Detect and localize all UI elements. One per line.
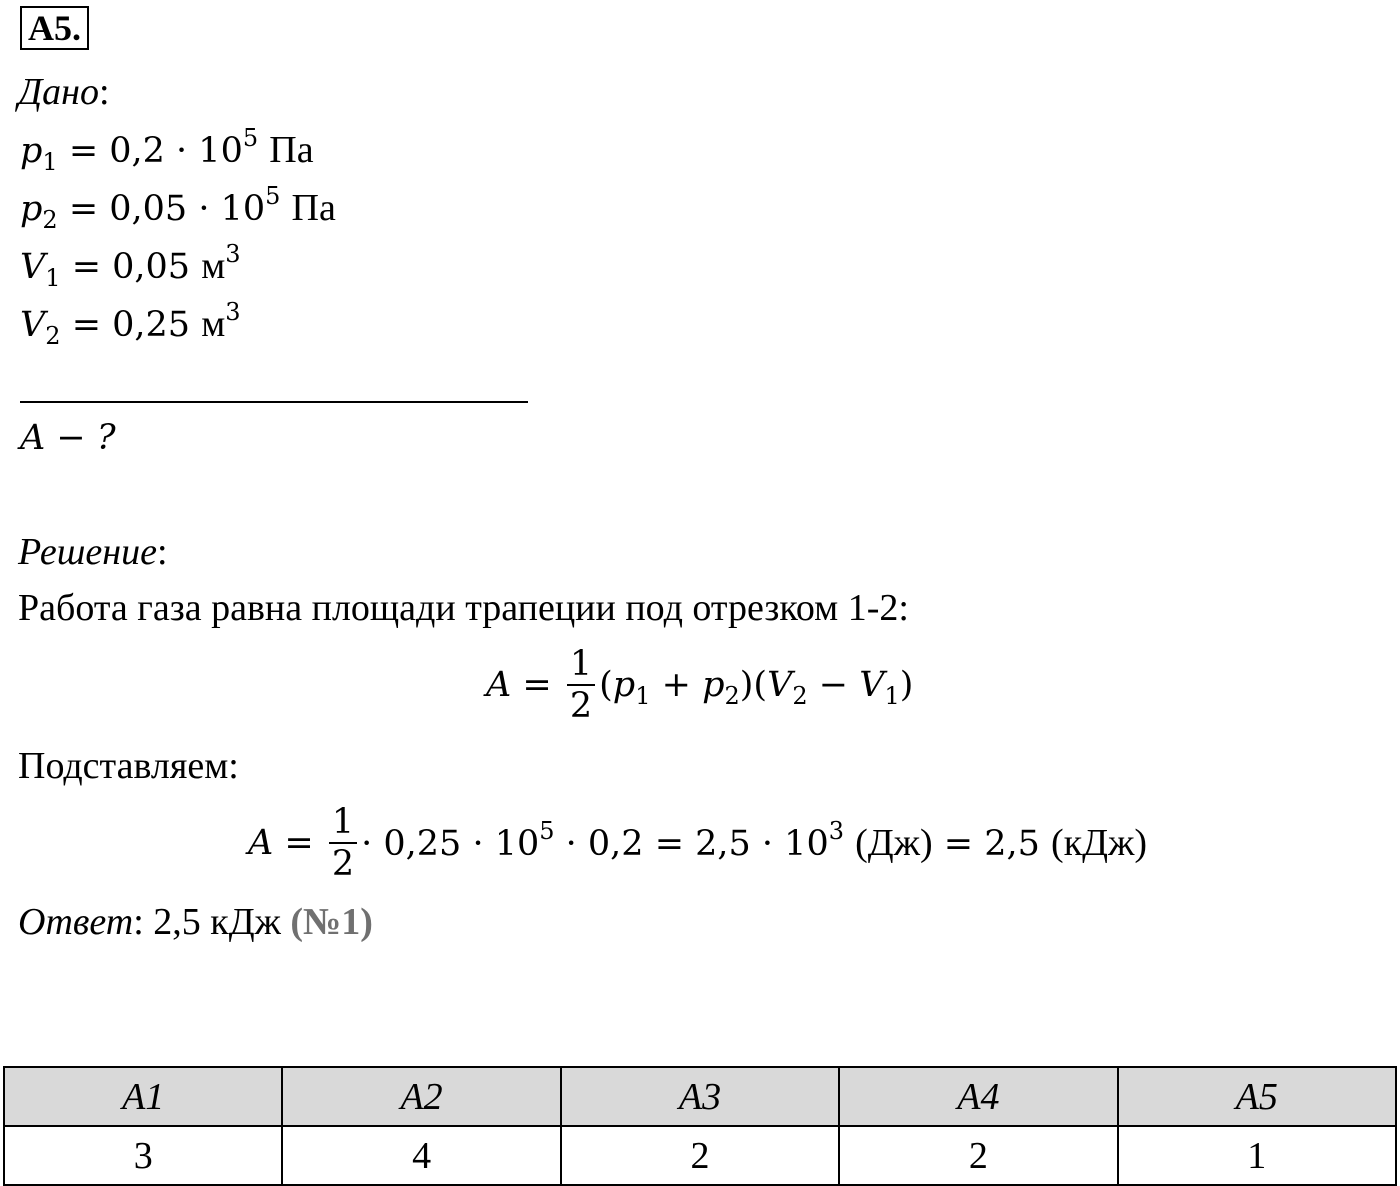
table-header: A1 bbox=[4, 1067, 282, 1126]
solution-text-2: Подставляем: bbox=[18, 745, 239, 787]
answers-value-row bbox=[4, 1126, 1396, 1185]
table-cell: 3 bbox=[4, 1126, 282, 1185]
given-line-p1: $p_1 = 0,2 \cdot 10^5$ Па bbox=[20, 124, 314, 176]
solution-text-1: Работа газа равна площади трапеции под отрезком 1-2: bbox=[18, 587, 909, 629]
given-line-p2: $p_2 = 0,05 \cdot 10^5$ Па bbox=[20, 182, 336, 234]
table-cell: 2 bbox=[839, 1126, 1117, 1185]
table-header: A5 bbox=[1118, 1067, 1396, 1126]
table-cell: 1 bbox=[1118, 1126, 1396, 1185]
answer-line: Ответ: 2,5 кДж (№1) bbox=[18, 901, 373, 943]
solution-heading: Решение: bbox=[18, 531, 168, 573]
given-divider bbox=[20, 401, 528, 403]
given-line-v2: $V_2 = 0,25$ $м^3$ bbox=[20, 298, 241, 350]
table-header: A4 bbox=[839, 1067, 1117, 1126]
find-line: A − ? bbox=[20, 418, 116, 458]
fraction-half: $\frac{1}{2}$ bbox=[329, 802, 357, 884]
task-label: A5. bbox=[20, 6, 89, 50]
answers-header-row bbox=[4, 1067, 1396, 1126]
table-cell: 4 bbox=[282, 1126, 560, 1185]
fraction-half: $\frac{1}{2}$ bbox=[567, 644, 595, 726]
table-header: A2 bbox=[282, 1067, 560, 1126]
table-cell: 2 bbox=[561, 1126, 839, 1185]
answers-table bbox=[3, 1066, 1397, 1186]
given-line-v1: $V_1 = 0,05$ $м^3$ bbox=[20, 240, 241, 292]
given-heading: Дано: bbox=[18, 71, 110, 113]
table-header: A3 bbox=[561, 1067, 839, 1126]
calc-formula: A = $\frac{1}{2}$ · $0,25 \cdot 10^5 \cdot 0,2 = 2,5 \cdot 10^3$ (Дж) = 2,5 (кДж) bbox=[248, 802, 1147, 884]
work-formula: A = $\frac{1}{2}$ $(p_1 + p_2)(V_2 - V_1)$ bbox=[486, 644, 914, 726]
